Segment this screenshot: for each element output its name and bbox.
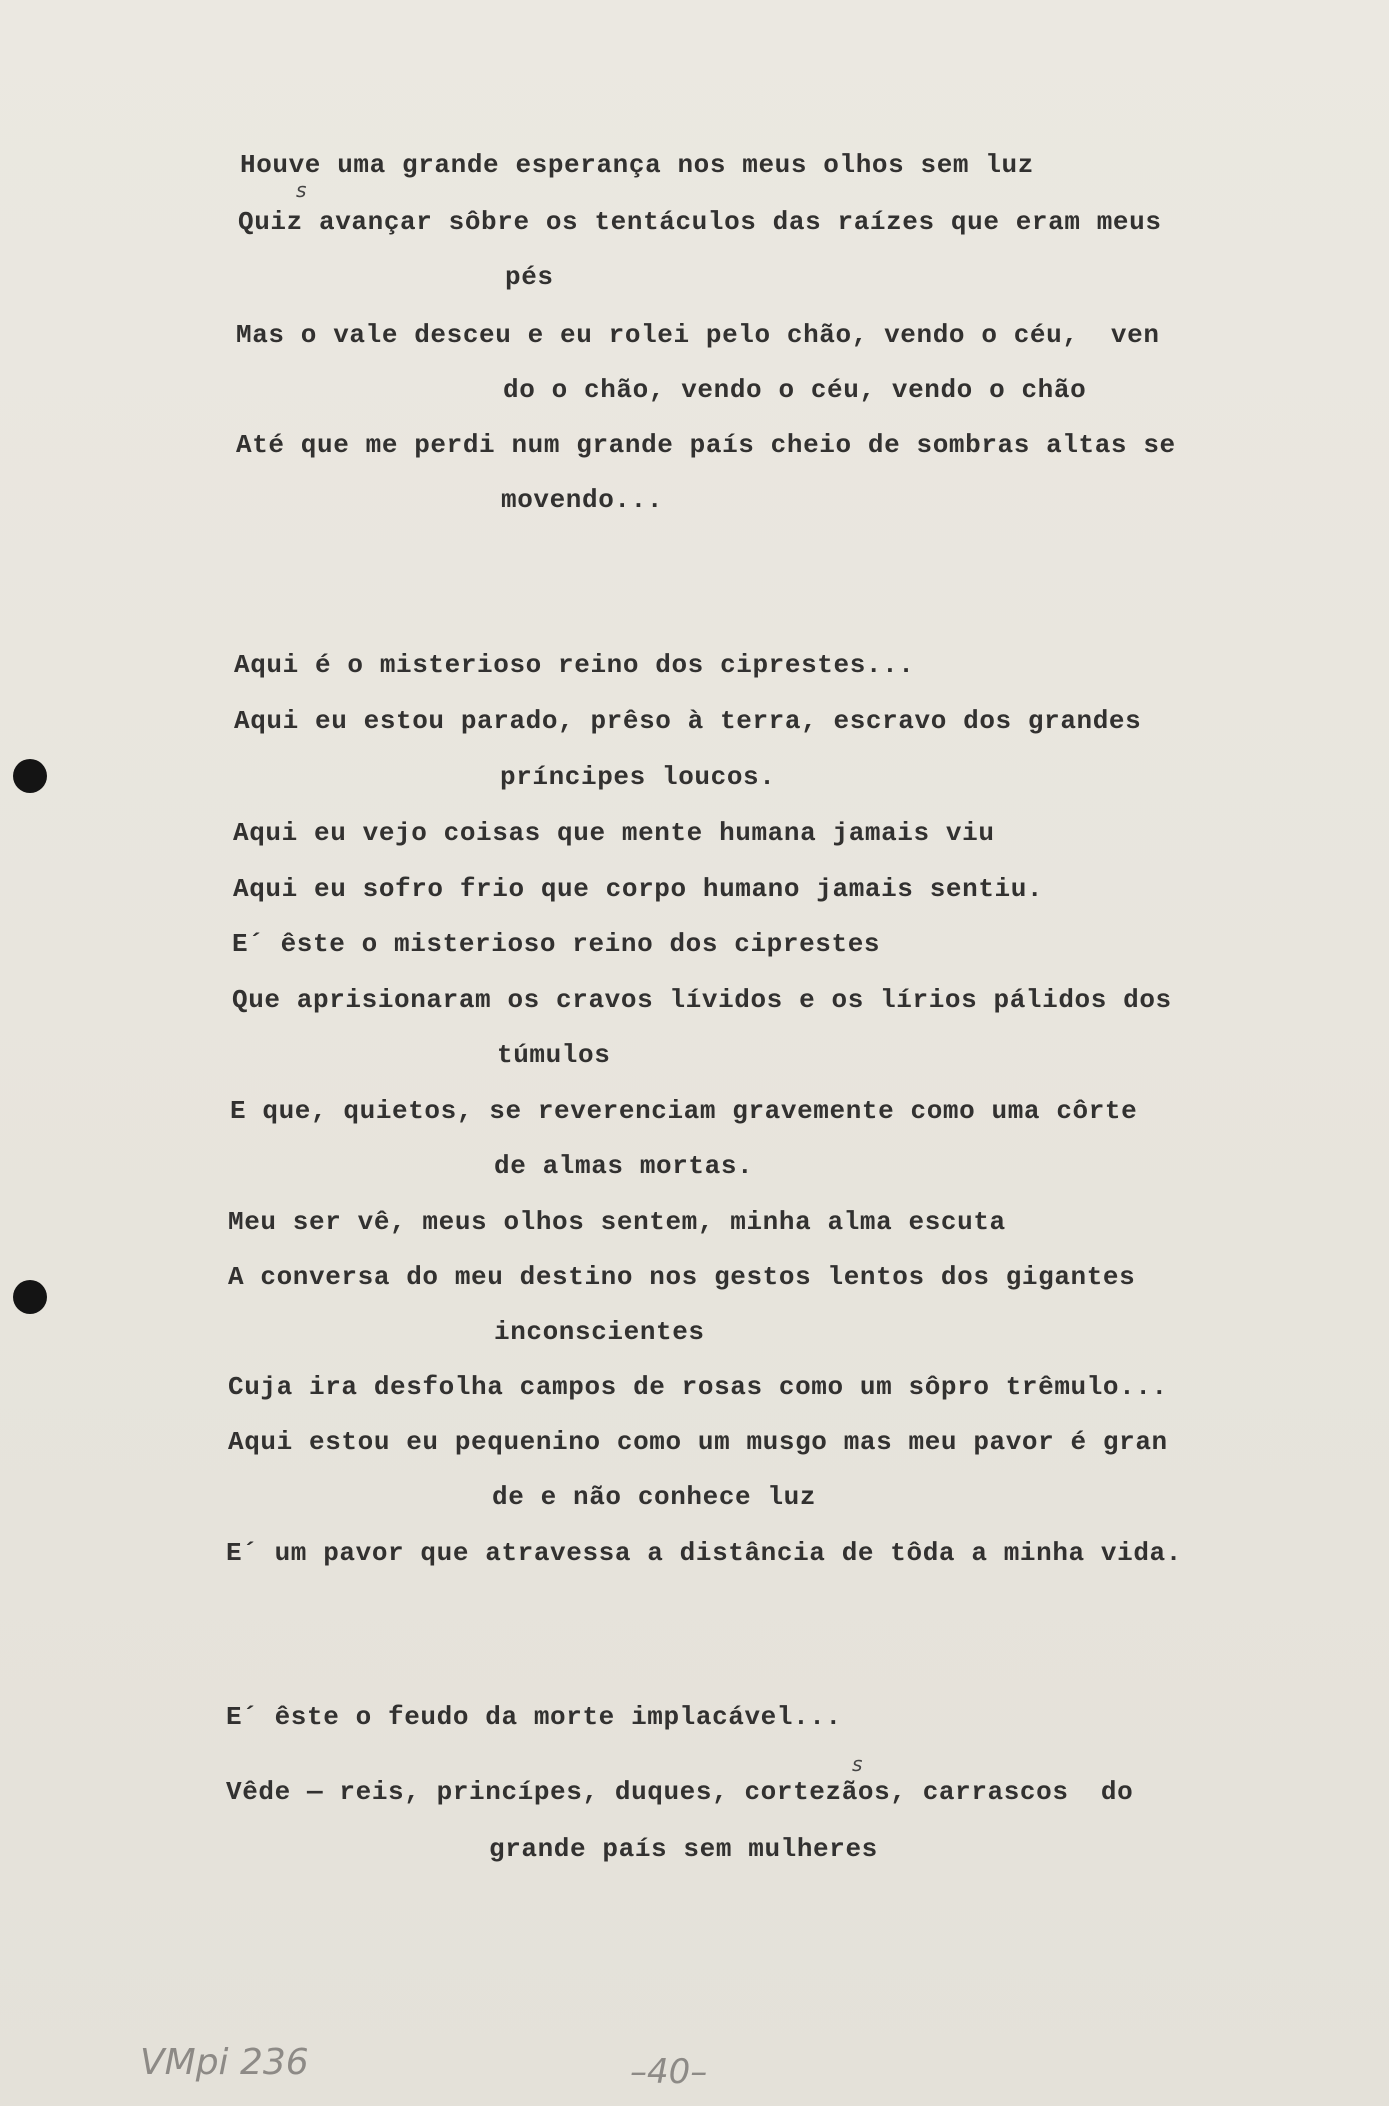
- punch-hole-top: [13, 759, 47, 793]
- poem-line: Houve uma grande esperança nos meus olhos sem luz: [240, 150, 1034, 180]
- poem-line-continuation: de e não conhece luz: [492, 1482, 817, 1512]
- poem-line: A conversa do meu destino nos gestos lentos dos gigantes: [228, 1262, 1136, 1292]
- poem-line: E que, quietos, se reverenciam gravemente como uma côrte: [230, 1096, 1138, 1126]
- poem-line: Quiz avançar sôbre os tentáculos das raízes que eram meus: [238, 207, 1162, 237]
- poem-line: Aqui é o misterioso reino dos ciprestes...: [234, 650, 915, 680]
- punch-hole-bottom: [13, 1280, 47, 1314]
- poem-line: Mas o vale desceu e eu rolei pelo chão, vendo o céu, ven: [236, 320, 1160, 350]
- poem-line: Cuja ira desfolha campos de rosas como um sôpro trêmulo...: [228, 1372, 1168, 1402]
- poem-line-continuation: inconscientes: [494, 1317, 705, 1347]
- poem-line: Aqui eu vejo coisas que mente humana jamais viu: [233, 818, 995, 848]
- poem-line: Meu ser vê, meus olhos sentem, minha alma escuta: [228, 1207, 1006, 1237]
- poem-line: Até que me perdi num grande país cheio de sombras altas se: [236, 430, 1176, 460]
- poem-line-continuation: túmulos: [497, 1040, 611, 1070]
- poem-line-continuation: do o chão, vendo o céu, vendo o chão: [503, 375, 1087, 405]
- poem-line-continuation: grande país sem mulheres: [489, 1834, 878, 1864]
- poem-line: E´ êste o misterioso reino dos ciprestes: [232, 929, 881, 959]
- poem-line: Aqui estou eu pequenino como um musgo mas meu pavor é gran: [228, 1427, 1168, 1457]
- poem-line: Aqui eu sofro frio que corpo humano jamais sentiu.: [233, 874, 1044, 904]
- pencil-correction: s: [852, 1752, 863, 1776]
- poem-line-continuation: príncipes loucos.: [500, 762, 776, 792]
- poem-line: E´ um pavor que atravessa a distância de tôda a minha vida.: [226, 1538, 1182, 1568]
- page-number: –40–: [630, 2052, 708, 2092]
- poem-line: Que aprisionaram os cravos lívidos e os lírios pálidos dos: [232, 985, 1172, 1015]
- poem-line-continuation: de almas mortas.: [494, 1151, 754, 1181]
- poem-line: E´ êste o feudo da morte implacável...: [226, 1702, 842, 1732]
- archive-note: VMpi 236: [140, 2042, 309, 2083]
- poem-line-continuation: pés: [505, 262, 554, 292]
- poem-line: Aqui eu estou parado, prêso à terra, escravo dos grandes: [234, 706, 1142, 736]
- poem-line: Vêde — reis, princípes, duques, cortezãos, carrascos do: [226, 1777, 1134, 1807]
- poem-line-continuation: movendo...: [501, 485, 664, 515]
- pencil-correction: s: [296, 178, 307, 202]
